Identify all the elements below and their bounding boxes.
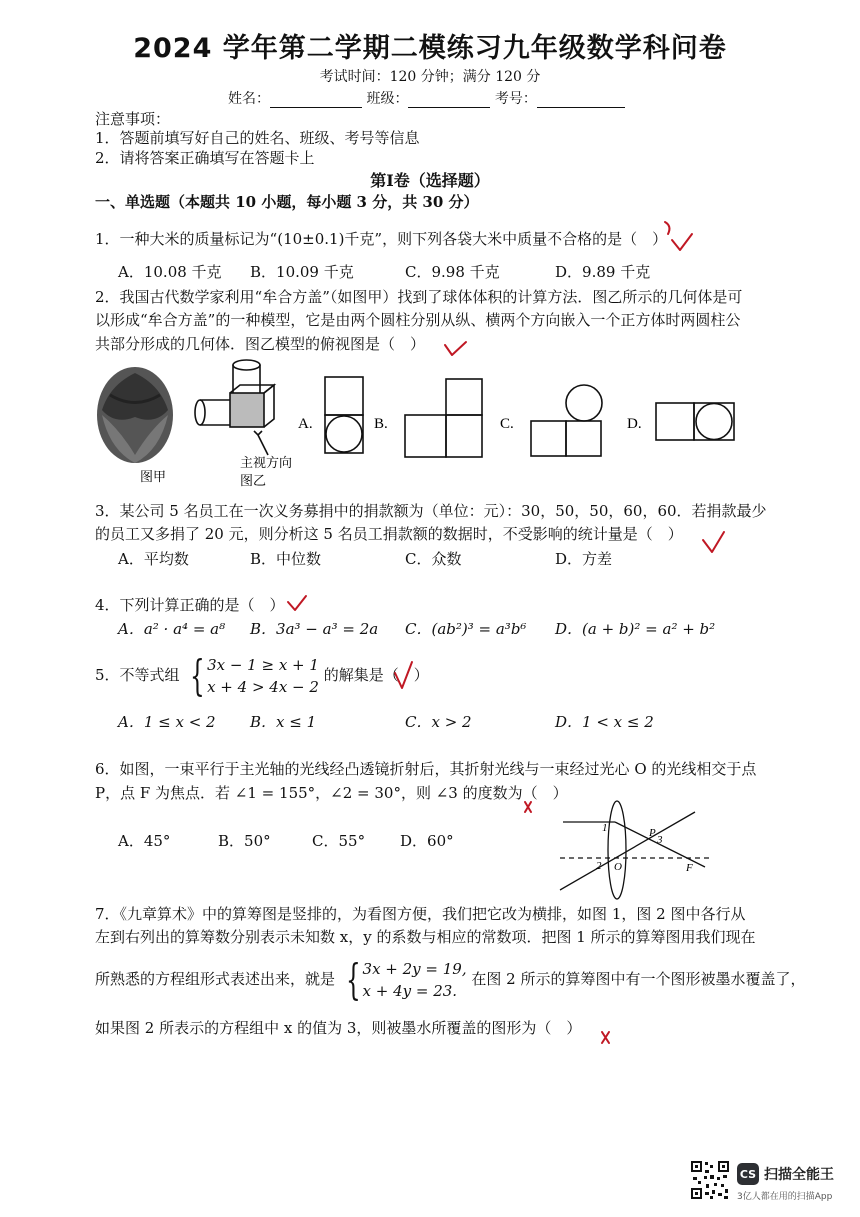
checkmark-icon xyxy=(445,342,466,355)
q6-option-d[interactable]: D．60° xyxy=(400,832,454,850)
point-f-label: F xyxy=(686,862,693,874)
note-item: 1．答题前填写好自己的姓名、班级、考号等信息 xyxy=(95,129,420,147)
q6-option-a[interactable]: A．45° xyxy=(118,832,171,850)
checkmark-icon xyxy=(672,234,692,250)
q3-line: 3．某公司 5 名员工在一次义务募捐中的捐款额为（单位：元）：30，50，50，60，60．若捐款最少 xyxy=(95,502,767,520)
scanner-logo xyxy=(737,1163,834,1185)
q3-option-d[interactable]: D．方差 xyxy=(555,550,613,568)
angle-1-label: 1 xyxy=(602,822,608,834)
q3-option-a[interactable]: A．平均数 xyxy=(118,550,189,568)
q4-option-b[interactable]: B．3a³ − a³ = 2a xyxy=(250,620,379,638)
part-heading: 一、单选题（本题共 10 小题，每小题 3 分，共 30 分） xyxy=(95,193,479,211)
q3-option-c[interactable]: C．众数 xyxy=(405,550,462,568)
student-info-line xyxy=(228,88,625,108)
id-field[interactable] xyxy=(537,107,625,108)
app-tagline: 3亿人都在用的扫描App xyxy=(737,1192,833,1202)
checkmark-icon xyxy=(703,532,724,552)
q2-figures xyxy=(90,355,770,490)
angle-3-label: 3 xyxy=(657,834,663,846)
class-field[interactable] xyxy=(408,107,490,108)
q2-option-b-label[interactable]: B. xyxy=(374,416,388,432)
q2-option-d-figure[interactable] xyxy=(656,403,734,440)
angle-2-label: 2 xyxy=(596,860,602,872)
q4-option-a[interactable]: A．a² · a⁴ = a⁸ xyxy=(118,620,226,638)
q7-line: 7．《九章算术》中的算筹图是竖排的，为看图方便，我们把它改为横排，如图 1，图 2 图中各行从 xyxy=(95,905,746,923)
q7-suffix: 在图 2 所示的算筹图中有一个图形被墨水覆盖了， xyxy=(471,970,806,988)
name-label: 姓名： xyxy=(228,91,270,107)
point-o-label: O xyxy=(614,861,622,873)
q7-line: 如果图 2 所表示的方程组中 x 的值为 3，则被墨水所覆盖的图形为（ ） xyxy=(95,1019,582,1037)
fig-jia-label: 图甲 xyxy=(140,469,167,484)
cross-mark-icon xyxy=(602,1032,609,1043)
fig-yi-label: 图乙 xyxy=(240,473,267,488)
cylinder-cube-model xyxy=(195,360,274,455)
q2-option-a-figure[interactable] xyxy=(325,377,363,453)
cs-logo-icon: CS xyxy=(737,1163,759,1185)
class-label: 班级： xyxy=(366,91,409,107)
q7-equation-line xyxy=(95,955,806,1004)
q7-eq-1: 3x + 2y = 19, xyxy=(362,960,467,978)
view-direction-label: 主视方向 xyxy=(240,455,293,470)
q1-option-a[interactable]: A．10.08 千克 xyxy=(118,263,222,281)
q7-eq-2: x + 4y = 23. xyxy=(362,982,458,1000)
q2-option-d-label[interactable]: D. xyxy=(627,416,642,432)
q4-option-c[interactable]: C．(ab²)³ = a³b⁶ xyxy=(405,620,527,638)
q4-stem: 4．下列计算正确的是（ ） xyxy=(95,596,285,614)
q6-option-b[interactable]: B．50° xyxy=(218,832,271,850)
brace-symbol: { xyxy=(190,651,206,700)
point-p-label: P xyxy=(649,827,656,839)
cross-mark-icon xyxy=(525,802,531,812)
qr-code-icon xyxy=(690,1160,730,1200)
app-name: 扫描全能王 xyxy=(764,1167,834,1183)
brace-symbol: { xyxy=(345,955,361,1004)
q5-stem xyxy=(95,651,429,700)
checkmark-icon xyxy=(288,596,306,610)
notes-heading: 注意事项： xyxy=(95,110,171,128)
q2-line: 共部分形成的几何体．图乙模型的俯视图是（ ） xyxy=(95,335,426,353)
q5-suffix: 的解集是（ ） xyxy=(323,666,429,684)
q6-option-c[interactable]: C．55° xyxy=(312,832,366,850)
q1-option-b[interactable]: B．10.09 千克 xyxy=(250,263,354,281)
q5-inequality-system xyxy=(184,651,319,700)
section-title: 第Ⅰ卷（选择题） xyxy=(370,171,490,190)
q2-line: 2．我国古代数学家利用“牟合方盖”（如图甲）找到了球体体积的计算方法．图乙所示的几何体是可 xyxy=(95,288,743,306)
q2-option-c-figure[interactable] xyxy=(531,385,602,456)
center-ray xyxy=(560,812,695,890)
exam-info: 考试时间：120 分钟；满分 120 分 xyxy=(319,69,541,85)
id-label: 考号： xyxy=(494,91,537,107)
q1-option-c[interactable]: C．9.98 千克 xyxy=(405,263,500,281)
q4-option-d[interactable]: D．(a + b)² = a² + b² xyxy=(555,620,716,638)
q6-line: 6．如图，一束平行于主光轴的光线经凸透镜折射后，其折射光线与一束经过光心 O 的光线相交于点 xyxy=(95,760,757,778)
q5-option-a[interactable]: A．1 ≤ x < 2 xyxy=(118,713,216,731)
q5-ineq-2: x + 4 > 4x − 2 xyxy=(207,678,319,696)
q7-equation-system xyxy=(340,955,467,1004)
q2-option-c-label[interactable]: C. xyxy=(500,416,514,432)
q5-option-b[interactable]: B．x ≤ 1 xyxy=(250,713,317,731)
mouhe-fanggai-image xyxy=(97,367,173,463)
q5-prefix: 5．不等式组 xyxy=(95,666,180,684)
q3-option-b[interactable]: B．中位数 xyxy=(250,550,322,568)
q2-option-b-figure[interactable] xyxy=(405,379,482,457)
q1-stem: 1．一种大米的质量标记为“(10±0.1)千克”，则下列各袋大米中质量不合格的是（ ） xyxy=(95,230,668,248)
q2-line: 以形成“牟合方盖”的一种模型，它是由两个圆柱分别从纵、横两个方向嵌入一个正方体时两圆柱公 xyxy=(95,311,741,329)
q5-ineq-1: 3x − 1 ≥ x + 1 xyxy=(207,656,319,674)
q5-option-d[interactable]: D．1 < x ≤ 2 xyxy=(555,713,654,731)
q7-prefix: 所熟悉的方程组形式表述出来，就是 xyxy=(95,970,336,988)
note-item: 2．请将答案正确填写在答题卡上 xyxy=(95,149,315,167)
convex-lens xyxy=(608,801,626,899)
q1-option-d[interactable]: D．9.89 千克 xyxy=(555,263,651,281)
q2-option-a-label[interactable]: A. xyxy=(298,416,313,432)
q3-line: 的员工又多捐了 20 元，则分析这 5 名员工捐款额的数据时，不受影响的统计量是（ ） xyxy=(95,525,683,543)
q6-line: P，点 F 为焦点．若 ∠1 = 155°，∠2 = 30°，则 ∠3 的度数为（ ） xyxy=(95,784,568,802)
lens-diagram xyxy=(555,800,720,900)
name-field[interactable] xyxy=(270,107,362,108)
page-title: 2024 学年第二学期二模练习九年级数学科问卷 xyxy=(133,33,727,64)
q7-line: 左到右列出的算筹数分别表示未知数 x，y 的系数与相应的常数项．把图 1 所示的算筹图用我们现在 xyxy=(95,928,756,946)
q5-option-c[interactable]: C．x > 2 xyxy=(405,713,472,731)
